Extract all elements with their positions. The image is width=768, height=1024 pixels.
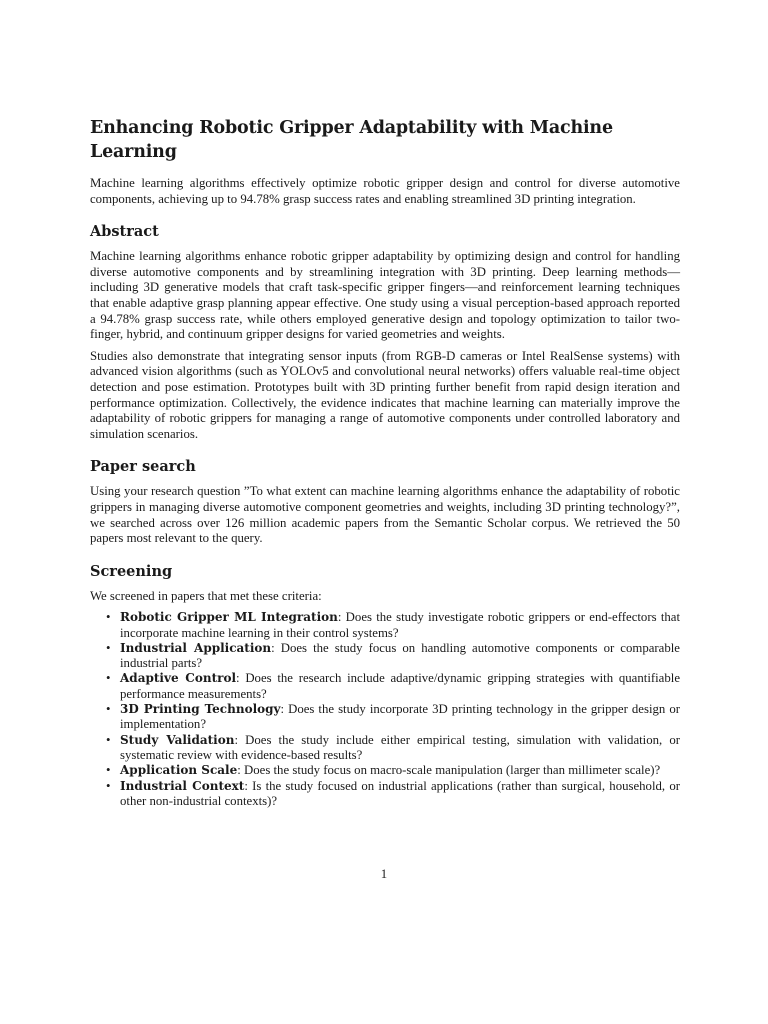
paper-search-heading: Paper search — [90, 458, 196, 476]
screening-heading: Screening — [90, 562, 173, 580]
criterion-text: : Does the study incorporate 3D printing technology in the gripper design or implementation? — [120, 702, 680, 732]
criterion-text: : Is the study focused on industrial applications (rather than surgical, household, or other non-industrial contexts)? — [120, 778, 680, 808]
criterion-item — [120, 733, 680, 764]
criterion-item — [120, 779, 680, 810]
criterion-label: Application Scale — [120, 763, 238, 778]
screening-intro: We screened in papers that met these criteria: — [90, 588, 322, 603]
criterion-text: : Does the study include either empirical testing, simulation with validation, or systematic review with evidence-based results? — [120, 732, 680, 762]
criterion-label: Robotic Gripper ML Integration — [120, 610, 338, 625]
criterion-text: : Does the study focus on macro-scale manipulation (larger than millimeter scale)? — [237, 763, 661, 778]
criterion-label: Industrial Application — [120, 640, 272, 655]
paper-search-paragraph: Using your research question ”To what extent can machine learning algorithms enhance the adaptability of robotic grippers in managing diverse automotive component geometries and weights, including 3D printing technology?”, we searched across over 126 million academic papers from the Semantic Scholar corpus. We retrieved the 50 papers most relevant to the query. — [90, 484, 680, 546]
abstract-paragraph-2: Studies also demonstrate that integrating sensor inputs (from RGB-D cameras or Intel RealSense systems) with advanced vision algorithms (such as YOLOv5 and convolutional neural networks) offers valuable real-time object detection and pose estimation. Prototypes built with 3D printing further benefit from rapid design iteration and performance optimization. Collectively, the evidence indicates that machine learning can materially improve the adaptability of robotic grippers for managing a range of automotive components under controlled laboratory and simulation scenarios. — [90, 348, 680, 441]
criterion-label: Industrial Context — [120, 778, 245, 793]
screening-criteria-list — [90, 610, 680, 809]
criterion-item — [120, 763, 680, 778]
criterion-text: : Does the research include adaptive/dynamic gripping strategies with quantifiable performance measurements? — [120, 671, 681, 701]
summary-paragraph: Machine learning algorithms effectively optimize robotic gripper design and control for diverse automotive components, achieving up to 94.78% grasp success rates and enabling streamlined 3D printing integration. — [90, 176, 680, 206]
criterion-item — [120, 702, 680, 733]
criterion-item — [120, 671, 680, 702]
criterion-item — [120, 610, 680, 641]
criterion-text: : Does the study investigate robotic grippers or end-effectors that incorporate machine learning in their control systems? — [120, 610, 681, 640]
abstract-heading: Abstract — [90, 223, 159, 241]
criterion-label: Adaptive Control — [120, 671, 237, 686]
abstract-paragraph-1: Machine learning algorithms enhance robotic gripper adaptability by optimizing design and control for handling diverse automotive components and by streamlining integration with 3D printing. Deep learning methods—including 3D generative models that craft task-specific gripper fingers—and reinforcement learning techniques that enable adaptive grasp planning appear effective. One study using a visual perception-based approach reported a 94.78% grasp success rate, while others employed generative design and topology optimization to tailor two-finger, hybrid, and continuum gripper designs for varied geometries and weights. — [90, 249, 680, 342]
page-number: 1 — [380, 867, 388, 881]
paper-title: Enhancing Robotic Gripper Adaptability with Machine Learning — [90, 118, 613, 162]
criterion-item — [120, 641, 680, 672]
paper-page — [90, 116, 680, 809]
criterion-label: Study Validation — [120, 732, 235, 747]
criterion-text: : Does the study focus on handling automotive components or comparable industrial parts? — [120, 640, 680, 671]
criterion-label: 3D Printing Technology — [120, 702, 281, 717]
